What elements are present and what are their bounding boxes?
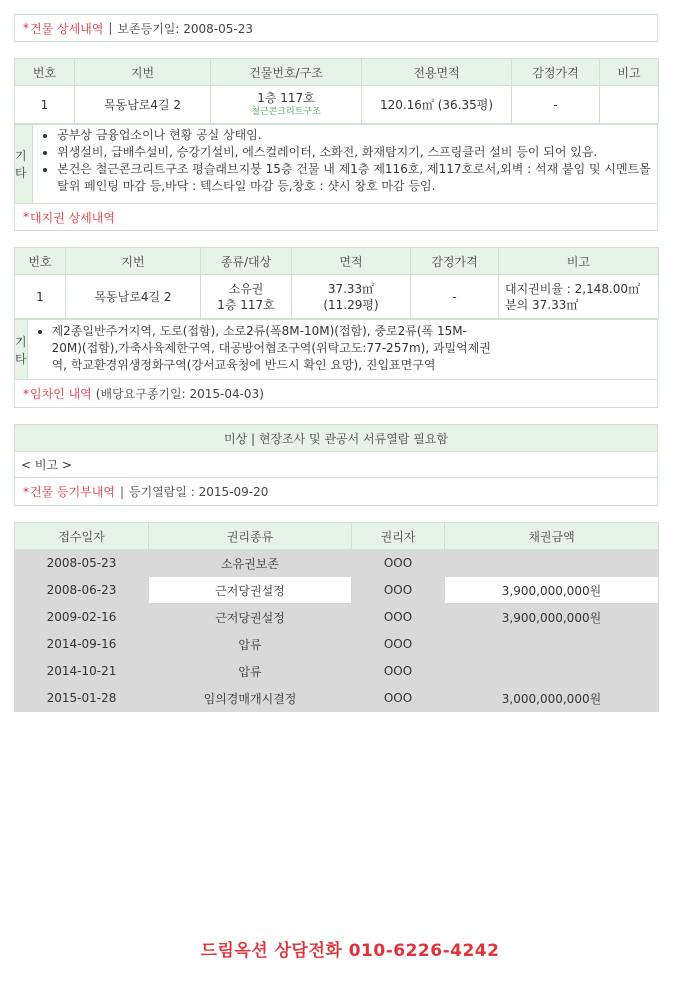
preservation-date: 보존등기일: 2008-05-23 — [117, 21, 253, 36]
remarks-list — [33, 125, 657, 203]
registry-table — [14, 522, 659, 712]
section-title: 건물 상세내역 — [30, 21, 104, 36]
section-title: 임차인 내역 — [30, 387, 92, 401]
appraisal-price: - — [411, 275, 499, 319]
lot-address: 목동남로4길 2 — [66, 275, 201, 319]
land-remarks — [14, 319, 658, 380]
land-ratio-share: 분의 37.33㎡ — [505, 297, 579, 312]
col-header: 감정가격 — [411, 248, 499, 275]
land-ratio: 대지권비율 : 2,148.00㎡ — [505, 281, 641, 296]
land-detail-header — [14, 204, 658, 231]
receipt-date: 2009-02-16 — [15, 604, 149, 631]
right-holder: OOO — [352, 631, 445, 658]
star-marker: * — [23, 210, 29, 224]
right-type: 근저당권설정 — [149, 604, 352, 631]
dividend-deadline: (배당요구종기일: 2015-04-03) — [95, 387, 264, 401]
section-title: 건물 등기부내역 — [30, 485, 115, 499]
col-header: 채권금액 — [445, 523, 659, 550]
target-unit: 1층 117호 — [217, 297, 275, 312]
appraisal-price: - — [512, 86, 600, 124]
receipt-date: 2015-01-28 — [15, 685, 149, 712]
table-row — [15, 86, 659, 124]
land-table — [14, 247, 659, 319]
table-row — [15, 631, 659, 658]
right-type: 임의경매개시결정 — [149, 685, 352, 712]
right-holder: OOO — [352, 604, 445, 631]
right-type: 압류 — [149, 631, 352, 658]
exclusive-area: 120.16㎡ (36.35평) — [362, 86, 512, 124]
section-title: 대지권 상세내역 — [30, 210, 115, 225]
col-header: 건물번호/구조 — [211, 59, 362, 86]
claim-amount — [445, 658, 659, 685]
right-type: 소유권보존 — [149, 550, 352, 577]
claim-amount: 3,900,000,000원 — [445, 577, 659, 604]
row-number: 1 — [15, 275, 66, 319]
lot-address: 목동남로4길 2 — [75, 86, 211, 124]
star-marker: * — [23, 484, 29, 499]
right-type: 근저당권설정 — [149, 577, 352, 604]
row-number: 1 — [15, 86, 75, 124]
right-type: 압류 — [149, 658, 352, 685]
right-holder: OOO — [352, 577, 445, 604]
unit-number: 1층 117호 — [257, 91, 315, 105]
right-holder: OOO — [352, 658, 445, 685]
right-kind: 소유권 — [228, 281, 264, 296]
col-header: 감정가격 — [512, 59, 600, 86]
col-header: 권리종류 — [149, 523, 352, 550]
col-header: 번호 — [15, 248, 66, 275]
table-row — [15, 275, 659, 319]
col-header: 면적 — [292, 248, 411, 275]
table-row — [15, 604, 659, 631]
star-marker: * — [23, 21, 29, 35]
claim-amount: 3,900,000,000원 — [445, 604, 659, 631]
registry-view-date: 등기열람일 : 2015-09-20 — [129, 485, 269, 499]
structure-type: 철근콘크리트구조 — [251, 107, 321, 117]
registry-header — [14, 478, 658, 506]
list-item: • 공부상 금융업소이나 현황 공실 상태임. — [57, 127, 651, 144]
col-header: 권리자 — [352, 523, 445, 550]
col-header: 지번 — [75, 59, 211, 86]
receipt-date: 2014-09-16 — [15, 631, 149, 658]
claim-amount: 3,000,000,000원 — [445, 685, 659, 712]
tenant-header — [14, 380, 658, 408]
land-ratio-cell — [499, 275, 659, 319]
col-header: 지번 — [66, 248, 201, 275]
col-header: 번호 — [15, 59, 75, 86]
remarks-label: 기타 — [15, 125, 33, 203]
table-row — [15, 550, 659, 577]
table-row — [15, 658, 659, 685]
col-header: 전용면적 — [362, 59, 512, 86]
table-header-row — [15, 523, 659, 550]
unit-structure-cell — [211, 86, 362, 124]
receipt-date: 2008-05-23 — [15, 550, 149, 577]
table-header-row — [15, 248, 659, 275]
list-item: • 본건은 철근콘크리트구조 평슬래브지붕 15층 건물 내 제1층 제116호, 제117호로서,외벽 : 석재 붙임 및 시멘트몰탈위 페인팅 마감 등,바닥 : 텍스타일 마감 등,창호 : 샷시 창호 마감 등임. — [57, 161, 651, 195]
receipt-date: 2008-06-23 — [15, 577, 149, 604]
claim-amount — [445, 631, 659, 658]
list-item: • 위생설비, 급배수설비, 승강기설비, 에스컬레이터, 소화전, 화재탐지기, 스프링클러 설비 등이 되어 있음. — [57, 144, 651, 161]
kind-target-cell — [201, 275, 292, 319]
building-remarks — [14, 124, 658, 204]
col-header: 종류/대상 — [201, 248, 292, 275]
area-cell — [292, 275, 411, 319]
right-holder: OOO — [352, 550, 445, 577]
claim-amount — [445, 550, 659, 577]
remarks-label: 기타 — [15, 320, 28, 379]
list-item: • 제2종일반주거지역, 도로(접함), 소로2류(폭8M-10M)(접함), 중로2류(폭 15M-20M)(접함),가축사육제한구역, 대공방어협조구역(위탁고도:77-257m), 과밀억제권역, 학교환경위생정화구역(강서교육청에 반드시 확인 요망), 진입표면구역 — [52, 323, 497, 374]
remarks-list — [28, 320, 657, 379]
col-header: 비고 — [600, 59, 659, 86]
separator: | — [119, 484, 125, 499]
table-row — [15, 685, 659, 712]
building-table — [14, 58, 659, 124]
separator: | — [108, 21, 113, 35]
land-area-pyeong: (11.29평) — [323, 297, 379, 312]
contact-phone: 드림옥션 상담전화 010-6226-4242 — [200, 941, 500, 961]
right-holder: OOO — [352, 685, 445, 712]
note — [600, 86, 659, 124]
tenant-notice: 미상 | 현장조사 및 관공서 서류열람 필요함 — [14, 424, 658, 452]
col-header: 비고 — [499, 248, 659, 275]
receipt-date: 2014-10-21 — [15, 658, 149, 685]
table-row — [15, 577, 659, 604]
table-header-row — [15, 59, 659, 86]
tenant-note: < 비고 > — [14, 452, 658, 478]
building-detail-header — [14, 14, 658, 42]
star-marker: * — [23, 386, 29, 401]
land-area: 37.33㎡ — [327, 281, 375, 296]
col-header: 접수일자 — [15, 523, 149, 550]
